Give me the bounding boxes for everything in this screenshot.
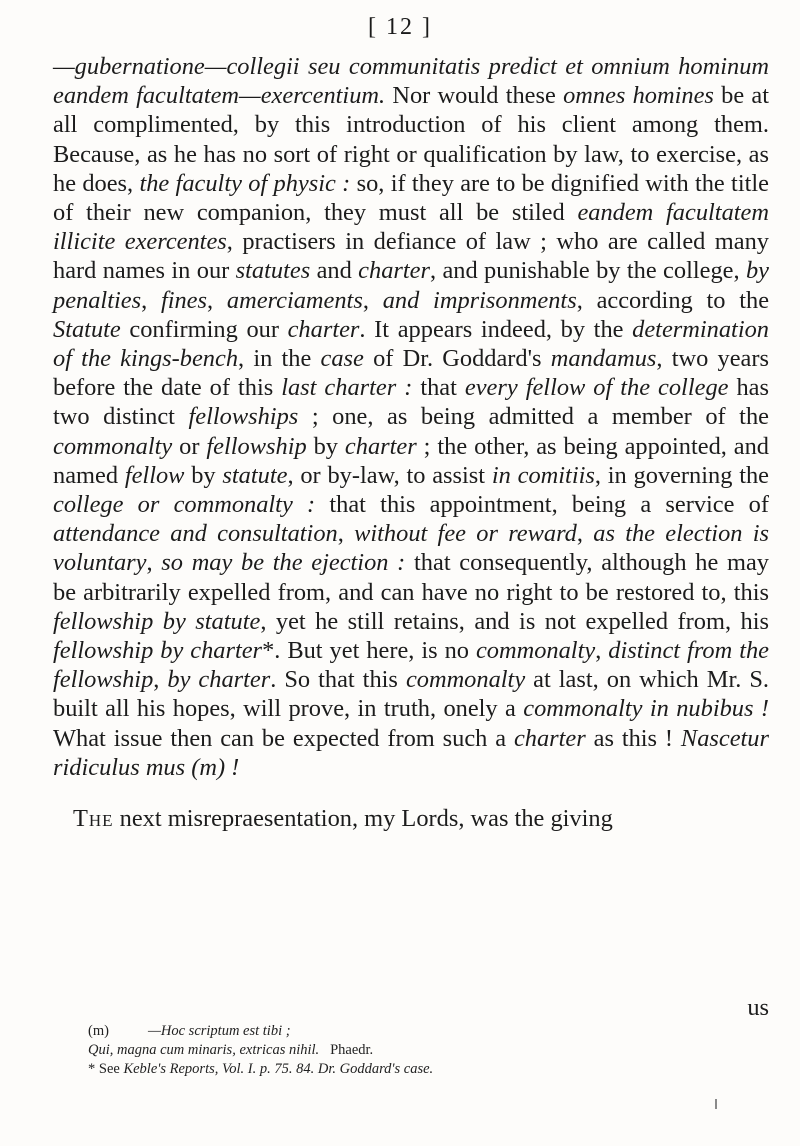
footnotes [88,1022,768,1079]
paragraph-1: —gubernatione—collegii seu communitatis predict et omnium hominum eandem facultatem—exercentium. Nor would these omnes homines be at all complimented, by this introduction of his client among them. Because, as he has no sort of right or qualification by law, to exercise, as he does, the faculty of physic : so, if they are to be dignified with the title of their new companion, they must all be stiled eandem facultatem illicite exercentes, practisers in defiance of law ; who are called many hard names in our statutes and charter, and punishable by the college, by penalties, fines, amerciaments, and imprisonments, according to the Statute confirming our charter. It appears indeed, by the determination of the kings-bench, in the case of Dr. Goddard's mandamus, two years before the date of this last charter : that every fellow of the college has two distinct fellowships ; one, as being admitted a member of the commonalty or fellowship by charter ; the other, as being appointed, and named fellow by statute, or by-law, to assist in comitiis, in governing the college or commonalty : that this appointment, being a service of attendance and consultation, without fee or reward, as the election is voluntary, so may be the ejection : that consequently, although he may be arbitrarily expelled from, and can have no right to be restored to, this fellowship by statute, yet he still retains, and is not expelled from, his fellowship by charter*. But yet here, is no commonalty, distinct from the fellowship, by charter. So that this commonalty at last, on which Mr. S. built all his hopes, will prove, in truth, onely a commonalty in nubibus ! What issue then can be expected from such a charter as this ! Nascetur ridiculus mus (m) ! [53,53,770,781]
paragraph-lead-word: The [73,805,114,833]
paper-speck [715,1099,717,1109]
footnote-star: * See Keble's Reports, Vol. I. p. 75. 84. Dr. Goddard's case. [88,1061,434,1077]
latin-quote: —gubernatione—collegii seu communitatis predict et omnium hominum eandem facultatem—exercentium. [53,53,769,110]
paragraph-2: The next misrepraesentation, my Lords, was the giving [73,805,613,833]
page-number: [ 12 ] [368,14,432,40]
body-text [53,52,769,833]
footnote-m-continued: Qui, magna cum minaris, extricas nihil. Phaedr. [88,1042,374,1058]
footnote-m: (m) —Hoc scriptum est tibi ; [88,1023,291,1039]
catchword: us [747,994,769,1021]
